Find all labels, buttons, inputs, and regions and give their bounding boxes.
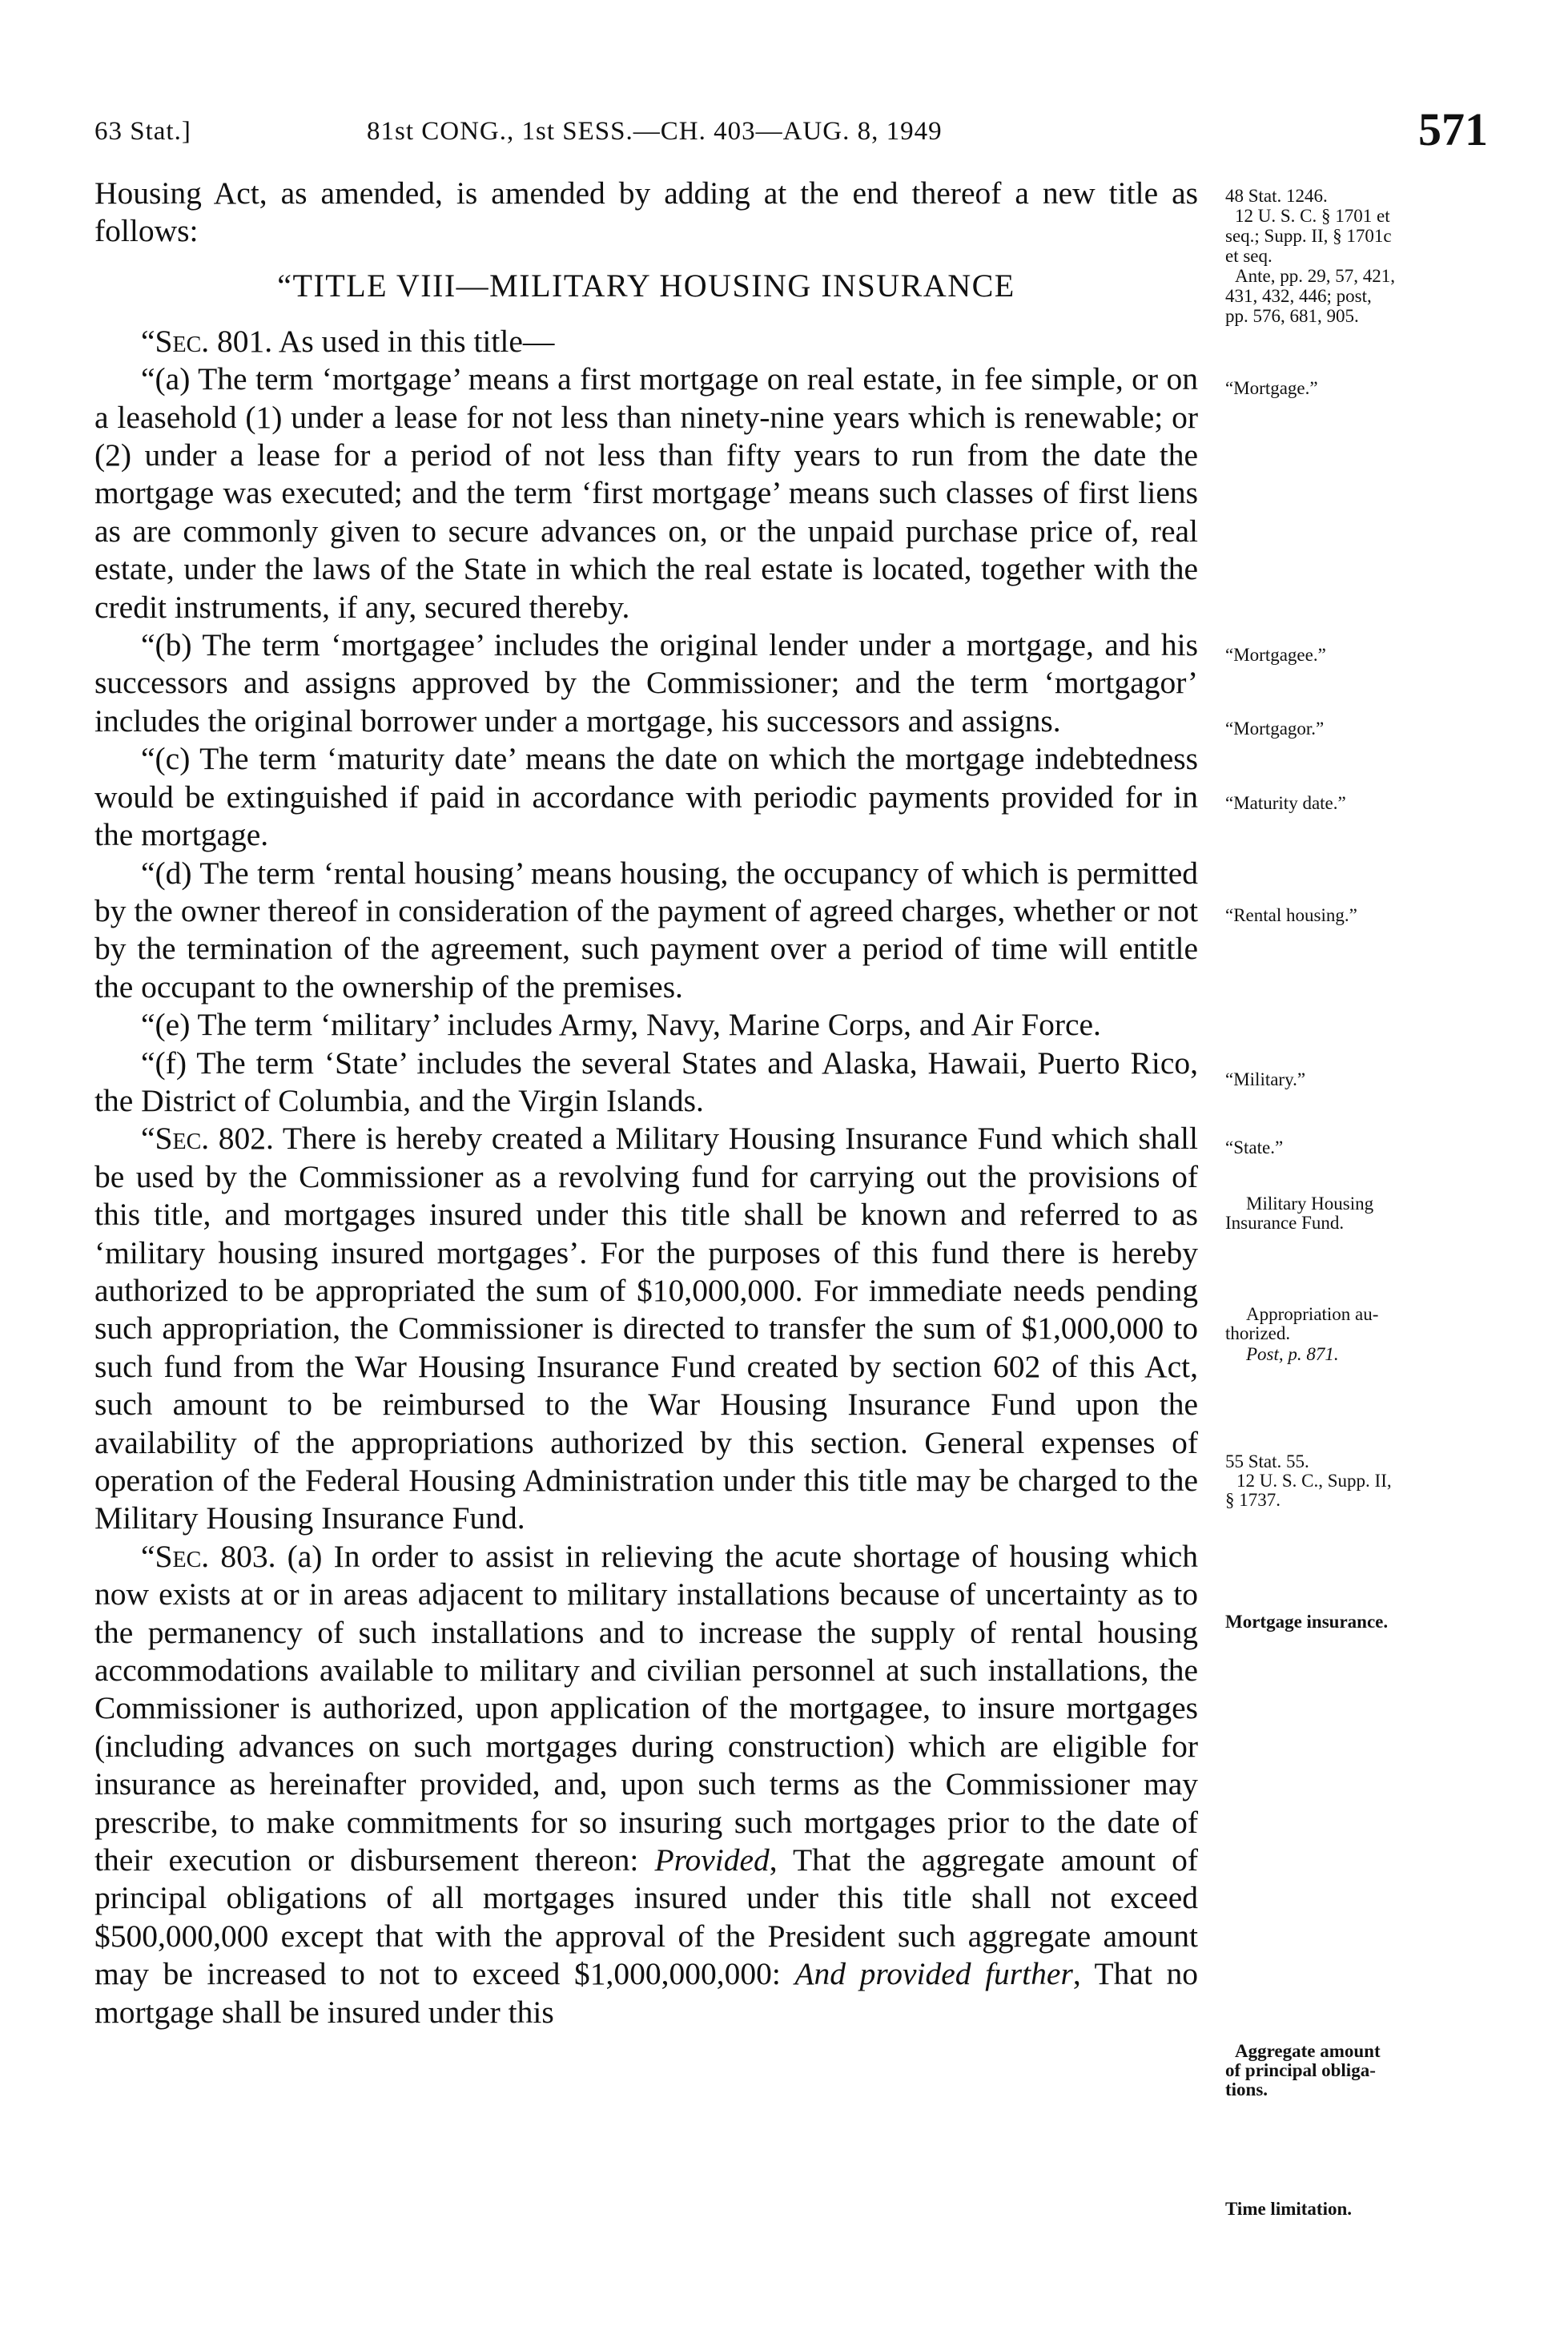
margin-citation: 48 Stat. 1246.: [1225, 186, 1328, 206]
margin-note-mortgagor: “Mortgagor.”: [1225, 719, 1325, 739]
sec-label: “Sec.: [141, 1121, 210, 1157]
page-number: 571: [1418, 103, 1488, 155]
sec-803-text: 803. (a) In order to assist in relieving the acute shortage of housing which now exists at or in areas adjacent to military installations because of uncertainty as to the permanency of such installations and to increase the supply of rental housing accommodations available to military and civilian personnel at such installations, the Commissioner is authorized, upon application of the mortgagee, to insure mortgages (including advances on such mortgages during construction) which are eligible for insurance as hereinafter provided, and, upon such terms as the Commissioner may prescribe, to make commitments for so insuring such mortgages prior to the date of their execution or disbursement thereon:: [94, 1538, 1198, 1878]
section-801: [94, 323, 1198, 360]
definition-state: “(f) The term ‘State’ includes the several States and Alaska, Hawaii, Puerto Rico, the District of Columbia, and the Virgin Islands.: [94, 1045, 1198, 1118]
definition-rental-housing: “(d) The term ‘rental housing’ means housing, the occupancy of which is permitted by the owner thereof in consideration of the payment of agreed charges, whether or not by the termination of the agreement, such payment over a period of time will entitle the occupant to the ownership of the premises.: [94, 855, 1198, 1004]
session-chapter-date: 81st CONG., 1st SESS.—CH. 403—AUG. 8, 1949: [367, 117, 943, 146]
provided-italic: Provided: [654, 1842, 770, 1878]
margin-citation: seq.; Supp. II, § 1701c: [1225, 226, 1392, 246]
title-heading: “TITLE VIII—MILITARY HOUSING INSURANCE: [277, 267, 1015, 304]
intro-paragraph: Housing Act, as amended, is amended by adding at the end thereof a new title as follows:: [94, 175, 1198, 249]
margin-citation: 55 Stat. 55.: [1225, 1451, 1309, 1471]
margin-note-appropriation: thorized.: [1225, 1323, 1291, 1343]
sec-802-text: 802. There is hereby created a Military Housing Insurance Fund which shall be used by the Commissioner as a revolving fund for carrying out the provisions of this title, and mortgages insured under this title shall be known and referred to as ‘military housing insured mortgages’. For the purposes of this fund there is hereby authorized to be appropriated the sum of $10,000,000. For immediate needs pending such appropriation, the Commissioner is directed to transfer the sum of $1,000,000 to such fund from the War Housing Insurance Fund created by section 602 of this Act, such amount to be reimbursed to the War Housing Insurance Fund upon the availability of the appropriations authorized by this section. General expenses of operation of the Federal Housing Administration under this title may be charged to the Military Housing Insurance Fund.: [94, 1121, 1198, 1536]
sec-803-text: , That no mortgage shall be insured under this: [94, 1956, 1198, 2030]
definition-military: “(e) The term ‘military’ includes Army, Navy, Marine Corps, and Air Force.: [141, 1007, 1101, 1043]
definition-mortgage: “(a) The term ‘mortgage’ means a first mortgage on real estate, in fee simple, or on a leasehold (1) under a lease for not less than ninety-nine years which is renewable; or (2) under a lease for a period of not less than fifty years to run from the date the mortgage was executed; and the term ‘first mortgage’ means such classes of first liens as are commonly given to secure advances on, or the unpaid purchase price of, real estate, under the laws of the State in which the real estate is located, together with the credit instruments, if any, secured thereby.: [94, 361, 1198, 625]
margin-note-appropriation: Appropriation au-: [1246, 1304, 1379, 1324]
provided-further-italic: And provided further: [794, 1956, 1073, 1992]
section-802: [94, 1120, 1198, 1537]
margin-note-maturity-date: “Maturity date.”: [1225, 793, 1346, 813]
margin-note-state: “State.”: [1225, 1137, 1284, 1157]
margin-citation: et seq.: [1225, 246, 1272, 266]
sec-label: “Sec.: [141, 1538, 210, 1574]
margin-note-fund: Insurance Fund.: [1225, 1213, 1345, 1233]
sec-803-text: , That the aggregate amount of principal obligations of all mortgages insured under this title shall not exceed $500,000,000 except that with the approval of the President such aggregate amount may be increased to not to exceed $1,000,000,000:: [94, 1842, 1198, 1992]
margin-note-aggregate: Aggregate amount: [1235, 2041, 1381, 2061]
margin-citation: § 1737.: [1225, 1490, 1281, 1510]
statute-reference: 63 Stat.]: [94, 117, 191, 146]
margin-note-mortgage-insurance: Mortgage insurance.: [1225, 1612, 1389, 1632]
margin-note-fund: Military Housing: [1246, 1194, 1374, 1214]
margin-note-military: “Military.”: [1225, 1069, 1306, 1089]
margin-note-mortgagee: “Mortgagee.”: [1225, 645, 1326, 665]
sec-label: “Sec.: [141, 323, 210, 359]
sec-801-text: 801. As used in this title—: [209, 323, 555, 359]
margin-note-appropriation: Post, p. 871.: [1246, 1344, 1339, 1364]
margin-citation: 431, 432, 446; post,: [1225, 286, 1372, 306]
margin-citation: pp. 576, 681, 905.: [1225, 306, 1359, 326]
margin-note-aggregate: tions.: [1225, 2079, 1268, 2099]
margin-citation: 12 U. S. C. § 1701 et: [1235, 206, 1390, 226]
margin-citation: 12 U. S. C., Supp. II,: [1236, 1471, 1392, 1491]
main-text: [94, 175, 1198, 2031]
margin-citation: Ante, pp. 29, 57, 421,: [1235, 266, 1395, 286]
definition-mortgagee: “(b) The term ‘mortgagee’ includes the original lender under a mortgage, and his successors and assigns approved by the Commissioner; and the term ‘mortgagor’ includes the original borrower under a mortgage, his successors and assigns.: [94, 627, 1198, 739]
margin-note-aggregate: of principal obliga-: [1225, 2060, 1376, 2080]
margin-note-mortgage: “Mortgage.”: [1225, 378, 1318, 398]
section-803: [94, 1538, 1198, 2031]
running-header: [94, 103, 1488, 167]
margin-note-time-limitation: Time limitation.: [1225, 2199, 1353, 2219]
definition-maturity-date: “(c) The term ‘maturity date’ means the date on which the mortgage indebtedness would be extinguished if paid in accordance with periodic payments provided for in the mortgage.: [94, 741, 1198, 853]
margin-note-rental-housing: “Rental housing.”: [1225, 905, 1357, 925]
